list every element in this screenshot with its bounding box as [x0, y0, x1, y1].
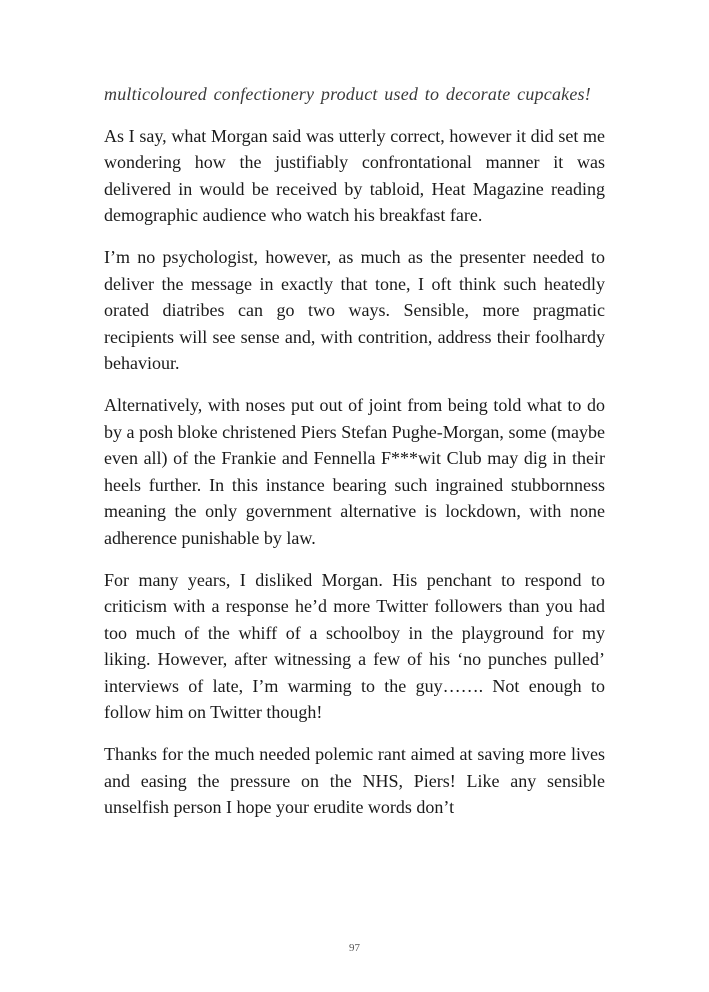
paragraph: As I say, what Morgan said was utterly correct, however it did set me wondering how the justifiably confrontational manner it was delivered in would be received by tabloid, Heat Magazine reading demographic audience who watch his breakfast fare.	[104, 125, 605, 226]
paragraph: I’m no psychologist, however, as much as the presenter needed to deliver the message in exactly that tone, I oft think such heatedly orated diatribes can go two ways. Sensible, more pragmatic recipients will see sense and, with contrition, address their foolhardy behaviour.	[104, 246, 605, 374]
paragraph: Alternatively, with noses put out of joint from being told what to do by a posh bloke christened Piers Stefan Pughe-Morgan, some (maybe even all) of the Frankie and Fennella F***wit Club may dig in their heels further. In this instance bearing such ingrained stubbornness meaning the only government alternative is lockdown, with none adherence punishable by law.	[104, 394, 605, 548]
paragraph: For many years, I disliked Morgan. His penchant to respond to criticism with a response he’d more Twitter followers than you had too much of the whiff of a schoolboy in the playground for my liking. However, after witnessing a few of his ‘no punches pulled’ interviews of late, I’m warming to the guy……. Not enough to follow him on Twitter though!	[104, 569, 605, 723]
page-body	[104, 81, 605, 836]
page-number: 97	[349, 942, 360, 954]
paragraph: Thanks for the much needed polemic rant aimed at saving more lives and easing the pressure on the NHS, Piers! Like any sensible unselfish person I hope your erudite words don’t	[104, 744, 605, 818]
paragraph-intro-italic: multicoloured confectionery product used to decorate cupcakes!	[104, 84, 591, 104]
